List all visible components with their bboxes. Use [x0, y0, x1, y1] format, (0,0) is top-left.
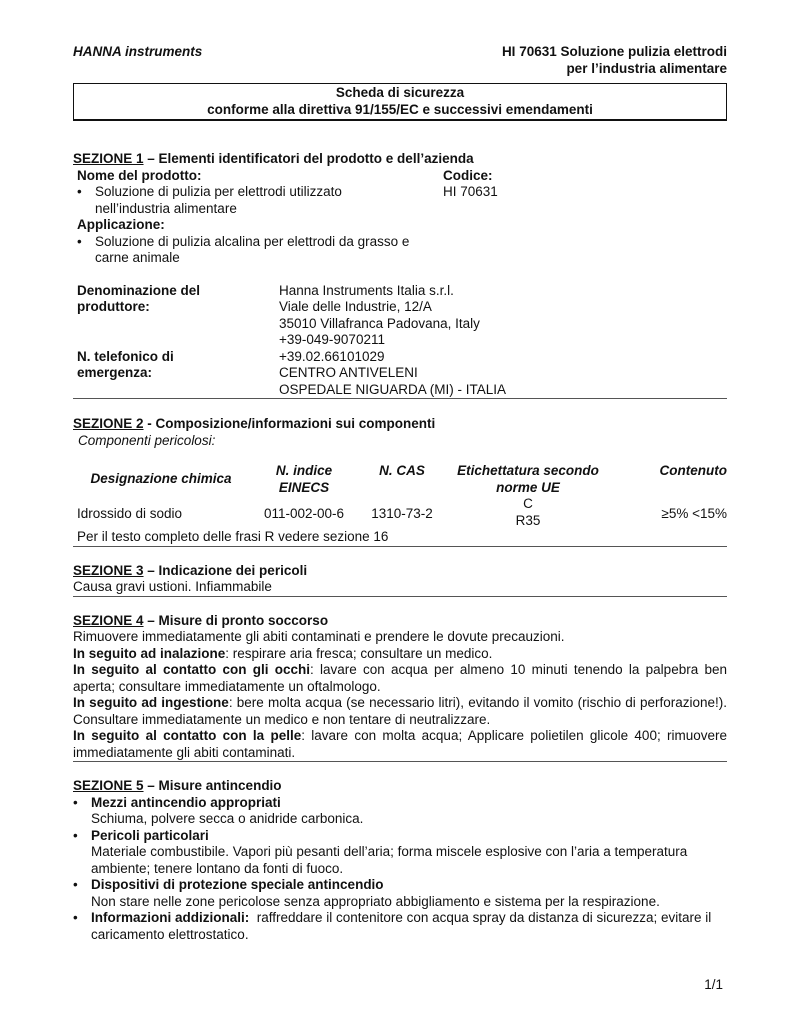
first-aid-item — [73, 646, 727, 663]
document-page — [73, 44, 727, 943]
cell-contenuto: ≥5% <15% — [661, 506, 727, 521]
section-1-number: SEZIONE 1 — [73, 151, 144, 166]
section-3-text: Causa gravi ustioni. Infiammabile — [73, 579, 272, 594]
section-3-heading — [73, 563, 727, 580]
emergency-lines — [279, 349, 727, 399]
fire-item-text: Schiuma, polvere secca o anidride carbonica. — [91, 811, 364, 826]
section-5-title: – Misure antincendio — [143, 778, 282, 793]
fire-item-text: Materiale combustibile. Vapori più pesanti dell’aria; forma miscele esplosive con l’aria a temperatura ambiente; tenere lontano da fonti di fuoco. — [91, 844, 688, 876]
fire-item — [73, 795, 727, 828]
bullet-glyph: • — [73, 910, 78, 925]
table-row — [73, 496, 727, 529]
col-header-cas: N. CAS — [379, 463, 425, 478]
fire-item-label: Informazioni addizionali: — [91, 910, 250, 925]
section-2 — [73, 416, 727, 547]
section-3-title: – Indicazione dei pericoli — [143, 562, 308, 578]
section-2-subtitle: Componenti pericolosi: — [78, 432, 216, 448]
fire-item-body — [91, 910, 727, 943]
section-1-title: – Elementi identificatori del prodotto e dell’azienda — [143, 151, 474, 166]
col-header-etichettatura: Etichettatura secondo norme UE — [457, 463, 599, 495]
application-item — [77, 234, 443, 267]
fire-item — [73, 828, 727, 878]
producer-lines — [279, 283, 727, 349]
label-symbol: C — [523, 496, 533, 511]
section-4 — [73, 613, 727, 763]
producer-line: Hanna Instruments Italia s.r.l. — [279, 282, 454, 298]
section-2-number: SEZIONE 2 — [73, 416, 144, 431]
first-aid-item — [73, 695, 727, 728]
first-aid-text: : respirare aria fresca; consultare un medico. — [225, 645, 493, 661]
product-name-item — [77, 184, 443, 217]
section-1 — [73, 151, 727, 399]
product-name-value: Soluzione di pulizia per elettrodi utilizzato nell’industria alimentare — [95, 184, 342, 216]
col-header-einecs: N. indice EINECS — [275, 463, 333, 495]
section-2-heading — [73, 416, 727, 433]
emergency-line: CENTRO ANTIVELENI — [279, 365, 418, 380]
fire-item — [73, 877, 727, 910]
first-aid-label: In seguito al contatto con gli occhi — [73, 662, 310, 677]
emergency-block — [73, 349, 727, 399]
fire-item-body — [91, 828, 727, 878]
producer-block — [73, 283, 727, 349]
cell-cas: 1310-73-2 — [371, 506, 433, 521]
bullet-glyph: • — [73, 794, 78, 810]
first-aid-item — [73, 662, 727, 695]
section-5 — [73, 778, 727, 943]
code-label: Codice: — [443, 167, 493, 183]
application-label: Applicazione: — [77, 217, 165, 232]
section-1-heading — [73, 151, 727, 168]
product-title-line1: HI 70631 Soluzione pulizia elettrodi — [501, 44, 727, 59]
bullet-glyph: • — [73, 827, 78, 843]
product-title — [502, 44, 727, 80]
section-3-number: SEZIONE 3 — [73, 562, 144, 578]
first-aid-text: : lavare con molta acqua; Applicare polietilen glicole 400; rimuovere immediatamente gli abiti contaminati. — [73, 728, 728, 760]
producer-label: Denominazione del produttore: — [77, 282, 201, 314]
fire-item-label: Dispositivi di protezione speciale antincendio — [91, 877, 384, 892]
title-line1: Scheda di sicurezza — [335, 85, 465, 100]
first-aid-label: In seguito ad inalazione — [73, 645, 226, 661]
emergency-line: OSPEDALE NIGUARDA (MI) - ITALIA — [279, 381, 507, 397]
application-value: Soluzione di pulizia alcalina per elettrodi da grasso e carne animale — [95, 233, 410, 265]
code-value: HI 70631 — [443, 184, 498, 199]
fire-item — [73, 910, 727, 943]
title-line2: conforme alla direttiva 91/155/EC e successivi emendamenti — [207, 101, 593, 117]
section-4-title: – Misure di pronto soccorso — [143, 612, 329, 628]
fire-item-body — [91, 877, 727, 910]
section-2-title: - Composizione/informazioni sui componenti — [143, 416, 436, 431]
producer-line: Viale delle Industrie, 12/A — [279, 299, 432, 314]
product-identity — [73, 168, 727, 267]
col-header-contenuto: Contenuto — [659, 463, 727, 478]
bullet-glyph: • — [77, 233, 82, 249]
cell-etichettatura — [445, 496, 611, 529]
fire-item-text: Non stare nelle zone pericolose senza appropriato abbigliamento e sistema per la respirazione. — [91, 893, 660, 909]
section-2-note: Per il testo completo delle frasi R vedere sezione 16 — [77, 529, 389, 544]
label-phrase: R35 — [515, 512, 541, 528]
section-5-number: SEZIONE 5 — [73, 778, 144, 793]
first-aid-label: In seguito ad ingestione — [73, 695, 229, 710]
section-4-heading — [73, 613, 727, 630]
fire-item-label: Mezzi antincendio appropriati — [91, 794, 281, 810]
product-title-line2: per l’industria alimentare — [566, 60, 727, 76]
fire-item-body — [91, 795, 727, 828]
emergency-label: N. telefonico di emergenza: — [77, 348, 174, 380]
brand-name: HANNA instruments — [73, 44, 203, 59]
first-aid-text: : lavare con acqua per almeno 10 minuti tenendo la palpebra ben aperta; consultare immediatamente un oftalmologo. — [73, 662, 727, 694]
first-aid-item — [73, 728, 727, 761]
producer-line: +39-049-9070211 — [279, 332, 385, 347]
cell-einecs: 011-002-00-6 — [263, 506, 345, 521]
first-aid-text: : bere molta acqua (se necessario litri), evitando il vomito (rischio di perforazione!). Consultare immediatamente un medico e non tentare di neutralizzare. — [73, 695, 728, 727]
fire-item-text: raffreddare il contenitore con acqua spray da distanza di sicurezza; evitare il caricamento elettrostatico. — [91, 910, 716, 942]
document-header — [73, 44, 727, 80]
section-4-number: SEZIONE 4 — [73, 612, 144, 628]
emergency-line: +39.02.66101029 — [279, 348, 385, 364]
producer-line: 35010 Villafranca Padovana, Italy — [279, 315, 480, 331]
product-name-label: Nome del prodotto: — [77, 167, 202, 183]
title-box — [73, 83, 727, 121]
bullet-glyph: • — [77, 184, 82, 199]
section-3 — [73, 563, 727, 597]
bullet-glyph: • — [73, 877, 78, 892]
page-number: 1/1 — [704, 977, 723, 992]
table-header-row — [73, 463, 727, 496]
cell-designazione: Idrossido di sodio — [77, 506, 183, 521]
components-table — [73, 463, 727, 529]
col-header-designazione: Designazione chimica — [90, 471, 232, 487]
section-4-intro: Rimuovere immediatamente gli abiti contaminati e prendere le dovute precauzioni. — [73, 629, 565, 644]
first-aid-label: In seguito al contatto con la pelle — [73, 728, 302, 743]
section-5-heading — [73, 778, 727, 795]
fire-item-label: Pericoli particolari — [91, 827, 209, 843]
